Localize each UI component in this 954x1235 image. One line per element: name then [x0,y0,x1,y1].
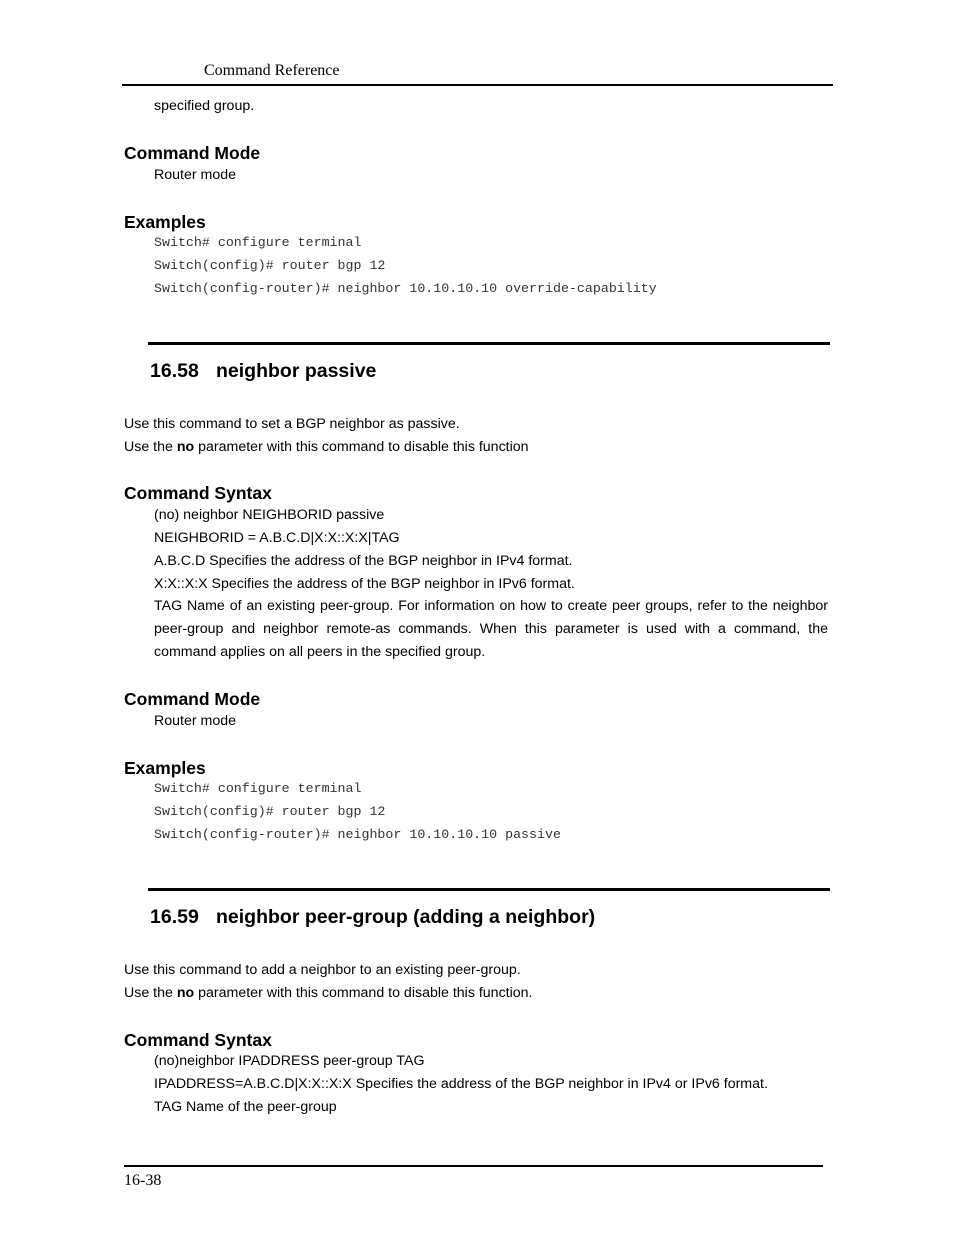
example-line: Switch# configure terminal [154,235,362,250]
description-line: Use this command to add a neighbor to an existing peer-group. [124,962,521,978]
section-number: 16.58 [150,360,199,382]
example-line: Switch(config)# router bgp 12 [154,258,386,273]
example-line: Switch(config-router)# neighbor 10.10.10.10 passive [154,827,561,842]
syntax-line: X:X::X:X Specifies the address of the BGP neighbor in IPv6 format. [154,576,575,592]
command-syntax-heading: Command Syntax [124,1030,272,1050]
syntax-line: NEIGHBORID = A.B.C.D|X:X::X:X|TAG [154,530,400,546]
page-number: 16-38 [124,1172,162,1189]
section-title: neighbor passive [216,360,377,382]
section-rule [148,888,830,891]
section-rule [148,342,830,345]
tag-paragraph: TAG Name of an existing peer-group. For information on how to create peer groups, refer to the neighbor peer-group and neighbor remote-as commands. When this parameter is used with a command, the command applies on all peers in the specified group. [154,598,828,660]
syntax-line: (no)neighbor IPADDRESS peer-group TAG [154,1053,425,1069]
footer-rule [124,1165,823,1167]
example-line: Switch(config-router)# neighbor 10.10.10.10 override-capability [154,281,657,296]
example-line: Switch# configure terminal [154,781,362,796]
syntax-line: IPADDRESS=A.B.C.D|X:X::X:X Specifies the address of the BGP neighbor in IPv4 or IPv6 format. [154,1076,768,1092]
header-rule [122,84,833,86]
running-header: Command Reference [204,62,340,79]
syntax-line: A.B.C.D Specifies the address of the BGP neighbor in IPv4 format. [154,553,573,569]
syntax-line: (no) neighbor NEIGHBORID passive [154,507,385,523]
description-line: Use the no parameter with this command to disable this function [124,439,529,455]
section-number: 16.59 [150,906,199,928]
command-mode-value: Router mode [154,713,237,729]
command-syntax-heading: Command Syntax [124,483,272,503]
section-title: neighbor peer-group (adding a neighbor) [216,906,596,928]
syntax-line: TAG Name of the peer-group [154,1099,337,1115]
example-line: Switch(config)# router bgp 12 [154,804,386,819]
description-line: Use the no parameter with this command to disable this function. [124,985,533,1001]
command-mode-value: Router mode [154,167,237,183]
continued-text: specified group. [154,98,255,114]
examples-heading: Examples [124,212,206,232]
command-mode-heading: Command Mode [124,143,261,163]
command-mode-heading: Command Mode [124,689,261,709]
description-line: Use this command to set a BGP neighbor as passive. [124,416,460,432]
examples-heading: Examples [124,758,206,778]
